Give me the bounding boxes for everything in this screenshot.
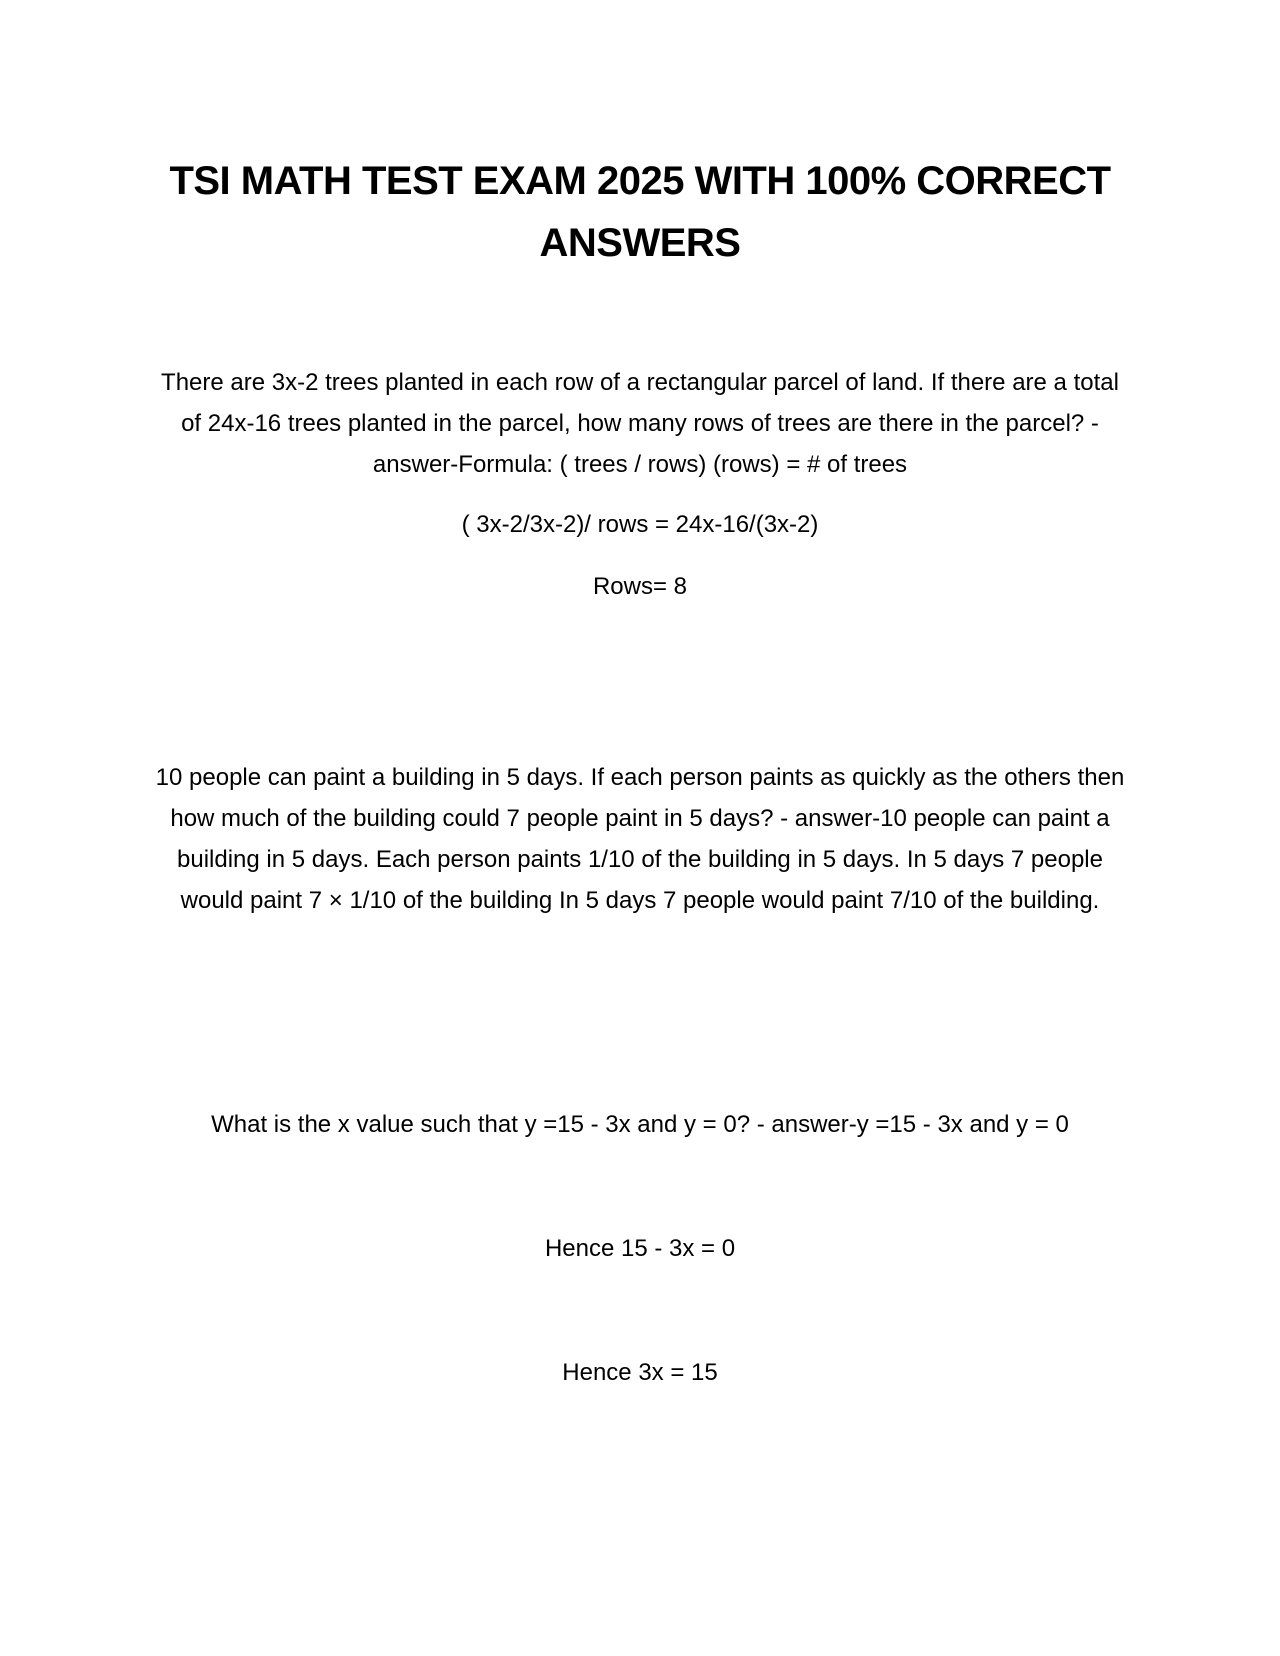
- question-1-line-2: Rows= 8: [592, 573, 688, 600]
- question-3-text: What is the x value such that y =15 - 3x and y = 0? - answer-y =15 - 3x and y = 0: [211, 1111, 1069, 1138]
- question-3-line-2: Hence 3x = 15: [562, 1359, 718, 1386]
- question-3-line-1: Hence 15 - 3x = 0: [544, 1235, 736, 1262]
- question-2-text: 10 people can paint a building in 5 days. If each person paints as quickly as the others then how much of the building could 7 people paint in 5 days? - answer-10 people can paint a building in 5 days. Each person paints 1/10 of the building in 5 days. In 5 days 7 people would paint 7 × 1/10 of the building In 5 days 7 people would paint 7/10 of the building.: [155, 764, 1125, 914]
- document-title: TSI MATH TEST EXAM 2025 WITH 100% CORRECT ANSWERS: [169, 159, 1111, 265]
- question-1-line-1: ( 3x-2/3x-2)/ rows = 24x-16/(3x-2): [461, 511, 819, 538]
- question-1-text: There are 3x-2 trees planted in each row of a rectangular parcel of land. If there are a total of 24x-16 trees planted in the parcel, how many rows of trees are there in the parcel? - answer-Formula: ( trees / rows) (rows) = # of trees: [161, 369, 1119, 478]
